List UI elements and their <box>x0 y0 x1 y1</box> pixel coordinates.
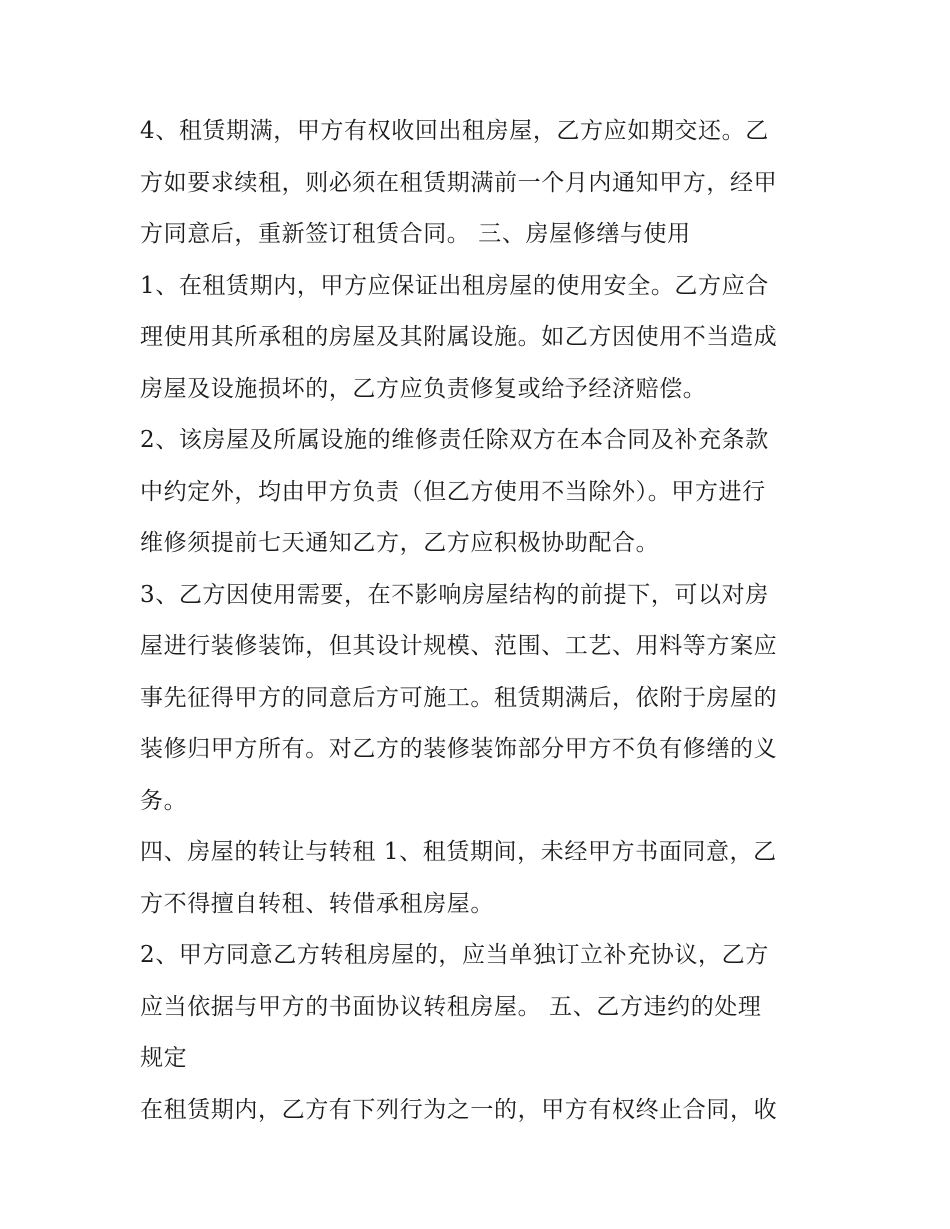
text-line: 四、房屋的转让与转租 1、租赁期间，未经甲方书面同意，乙 <box>140 839 777 865</box>
text-line: 屋进行装修装饰，但其设计规模、范围、工艺、用料等方案应 <box>140 633 778 659</box>
text-line: 2、该房屋及所属设施的维修责任除双方在本合同及补充条款 <box>140 427 769 453</box>
text-line: 理使用其所承租的房屋及其附属设施。如乙方因使用不当造成 <box>140 324 778 350</box>
text-line: 1、在租赁期内，甲方应保证出租房屋的使用安全。乙方应合 <box>140 272 769 299</box>
text-line: 2、甲方同意乙方转租房屋的，应当单独订立补充协议，乙方 <box>140 942 769 968</box>
text-line: 中约定外，均由甲方负责（但乙方使用不当除外）。甲方进行 <box>140 478 766 505</box>
text-line: 规定 <box>140 1045 188 1071</box>
text-line: 房屋及设施损坏的，乙方应负责修复或给予经济赔偿。 <box>140 375 707 402</box>
text-line: 务。 <box>140 787 188 814</box>
text-line: 应当依据与甲方的书面协议转租房屋。 五、乙方违约的处理 <box>140 993 762 1020</box>
text-line: 在租赁期内，乙方有下列行为之一的，甲方有权终止合同，收 <box>140 1096 778 1123</box>
text-line: 3、乙方因使用需要，在不影响房屋结构的前提下，可以对房 <box>140 581 769 608</box>
text-line: 方如要求续租，则必须在租赁期满前一个月内通知甲方，经甲 <box>140 169 778 196</box>
text-line: 装修归甲方所有。对乙方的装修装饰部分甲方不负有修缮的义 <box>140 736 778 762</box>
document-body <box>140 106 820 1136</box>
text-line: 方同意后，重新签订租赁合同。 三、房屋修缮与使用 <box>140 221 691 247</box>
text-line: 维修须提前七天通知乙方，乙方应积极协助配合。 <box>140 530 660 556</box>
text-line: 4、租赁期满，甲方有权收回出租房屋，乙方应如期交还。乙 <box>140 118 769 144</box>
text-line: 事先征得甲方的同意后方可施工。租赁期满后，依附于房屋的 <box>140 684 778 711</box>
text-line: 方不得擅自转租、转借承租房屋。 <box>140 890 494 917</box>
